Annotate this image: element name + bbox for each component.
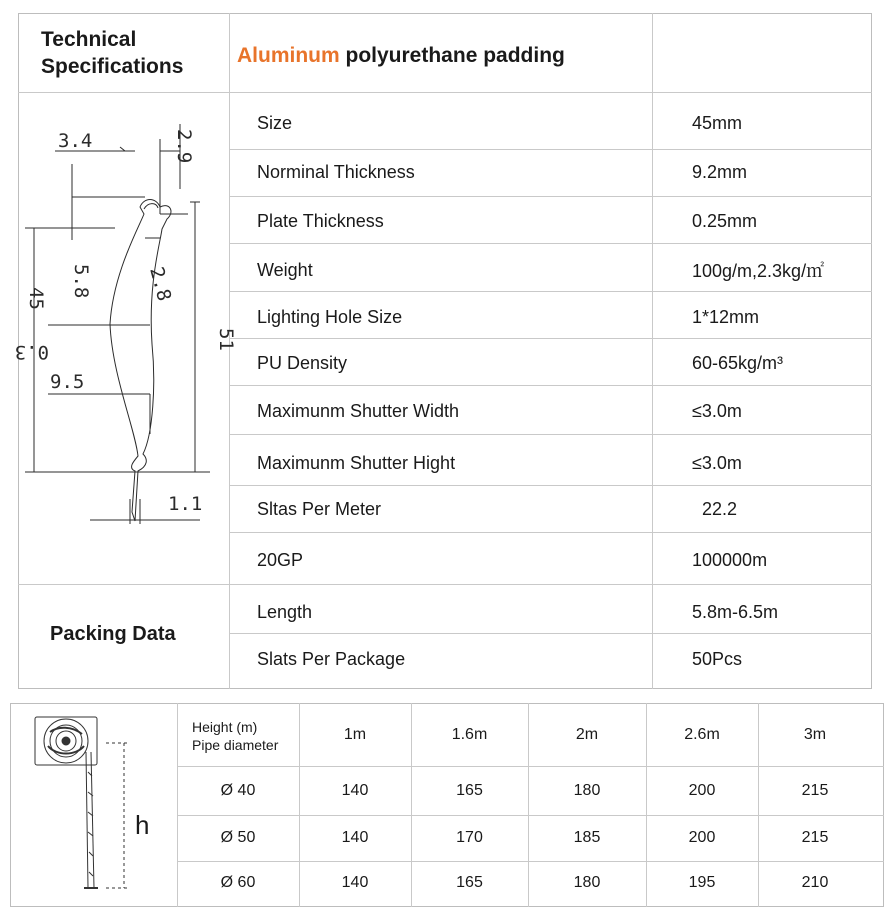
height-cell: 195 [688,874,716,891]
pipe-diameter: Ø 60 [220,874,256,891]
spec-label: 20GP [257,549,304,570]
dim-label: 2.8 [145,264,176,304]
dim-label: 5.8 [70,264,92,299]
height-cell: 180 [573,874,601,891]
height-cell: 180 [573,782,601,799]
height-header-line1: Height (m) [192,719,258,735]
height-column: 2.6m [684,726,720,743]
height-column: 1.6m [451,726,488,743]
spec-value: 60-65kg/m³ [692,352,784,373]
spec-value: 1*12mm [692,306,760,327]
spec-value: ≤3.0m [692,400,742,421]
spec-divider [229,13,230,689]
dim-label: 0.3 [14,341,49,363]
packing-heading: Packing Data [50,622,176,645]
spec-value: 0.25mm [692,210,758,231]
spec-value: 100000m [692,549,768,570]
packing-label: Length [257,601,313,622]
height-cell: 200 [688,782,716,799]
spec-value: 22.2 [702,498,738,519]
height-cell: 215 [801,782,829,799]
dim-label: 1.1 [168,493,203,515]
spec-label: Size [257,112,293,133]
spec-value: ≤3.0m [692,452,742,473]
height-header-line2: Pipe diameter [192,737,279,753]
dim-label: 2.9 [173,129,195,164]
spec-row-line [18,584,872,585]
height-cell: 170 [456,829,483,846]
spec-label: Maximunm Shutter Width [257,400,460,421]
spec-label: Lighting Hole Size [257,306,403,327]
height-column: 2m [575,726,599,743]
spec-label: Plate Thickness [257,210,384,231]
spec-label: Norminal Thickness [257,161,415,182]
pipe-diameter: Ø 40 [220,782,256,799]
spec-value: 100g/m,2.3kg/㎡ [692,261,825,281]
dim-label: 51 [215,328,237,351]
spec-label: Sltas Per Meter [257,498,382,519]
spec-label: Maximunm Shutter Hight [257,452,456,473]
pipe-diameter: Ø 50 [220,829,256,846]
spec-value: 9.2mm [692,161,748,182]
height-column: 3m [803,726,827,743]
height-cell: 140 [341,829,369,846]
packing-value: 50Pcs [692,648,743,669]
height-cell: 165 [456,874,483,891]
spec-heading-line2: Specifications [41,55,184,78]
height-cell: 165 [456,782,483,799]
height-cell: 185 [573,829,601,846]
dim-label: 3.4 [58,130,93,152]
height-cell: 210 [801,874,829,891]
roller-shutter-diagram [30,712,170,897]
spec-row-line [18,92,872,93]
height-cell: 140 [341,874,369,891]
product-name: polyurethane padding [345,44,565,67]
height-header [192,718,278,754]
slat-profile-outline [110,200,171,522]
height-column: 1m [343,726,367,743]
spec-label: Weight [257,259,313,280]
height-label: h [135,810,150,840]
spec-value: 45mm [692,112,743,133]
height-cell: 200 [688,829,716,846]
product-title [237,40,565,72]
spec-label: PU Density [257,352,348,373]
spec-heading [41,26,183,80]
height-cell: 215 [801,829,829,846]
product-brand: Aluminum [237,44,340,67]
slat-profile-drawing [14,94,237,583]
packing-label: Slats Per Package [257,648,406,669]
packing-value: 5.8m-6.5m [692,601,779,622]
height-cell: 140 [341,782,369,799]
dim-label: 45 [25,287,47,310]
dim-label: 9.5 [50,371,85,393]
spec-divider [652,13,653,689]
spec-heading-line1: Technical [41,28,137,51]
